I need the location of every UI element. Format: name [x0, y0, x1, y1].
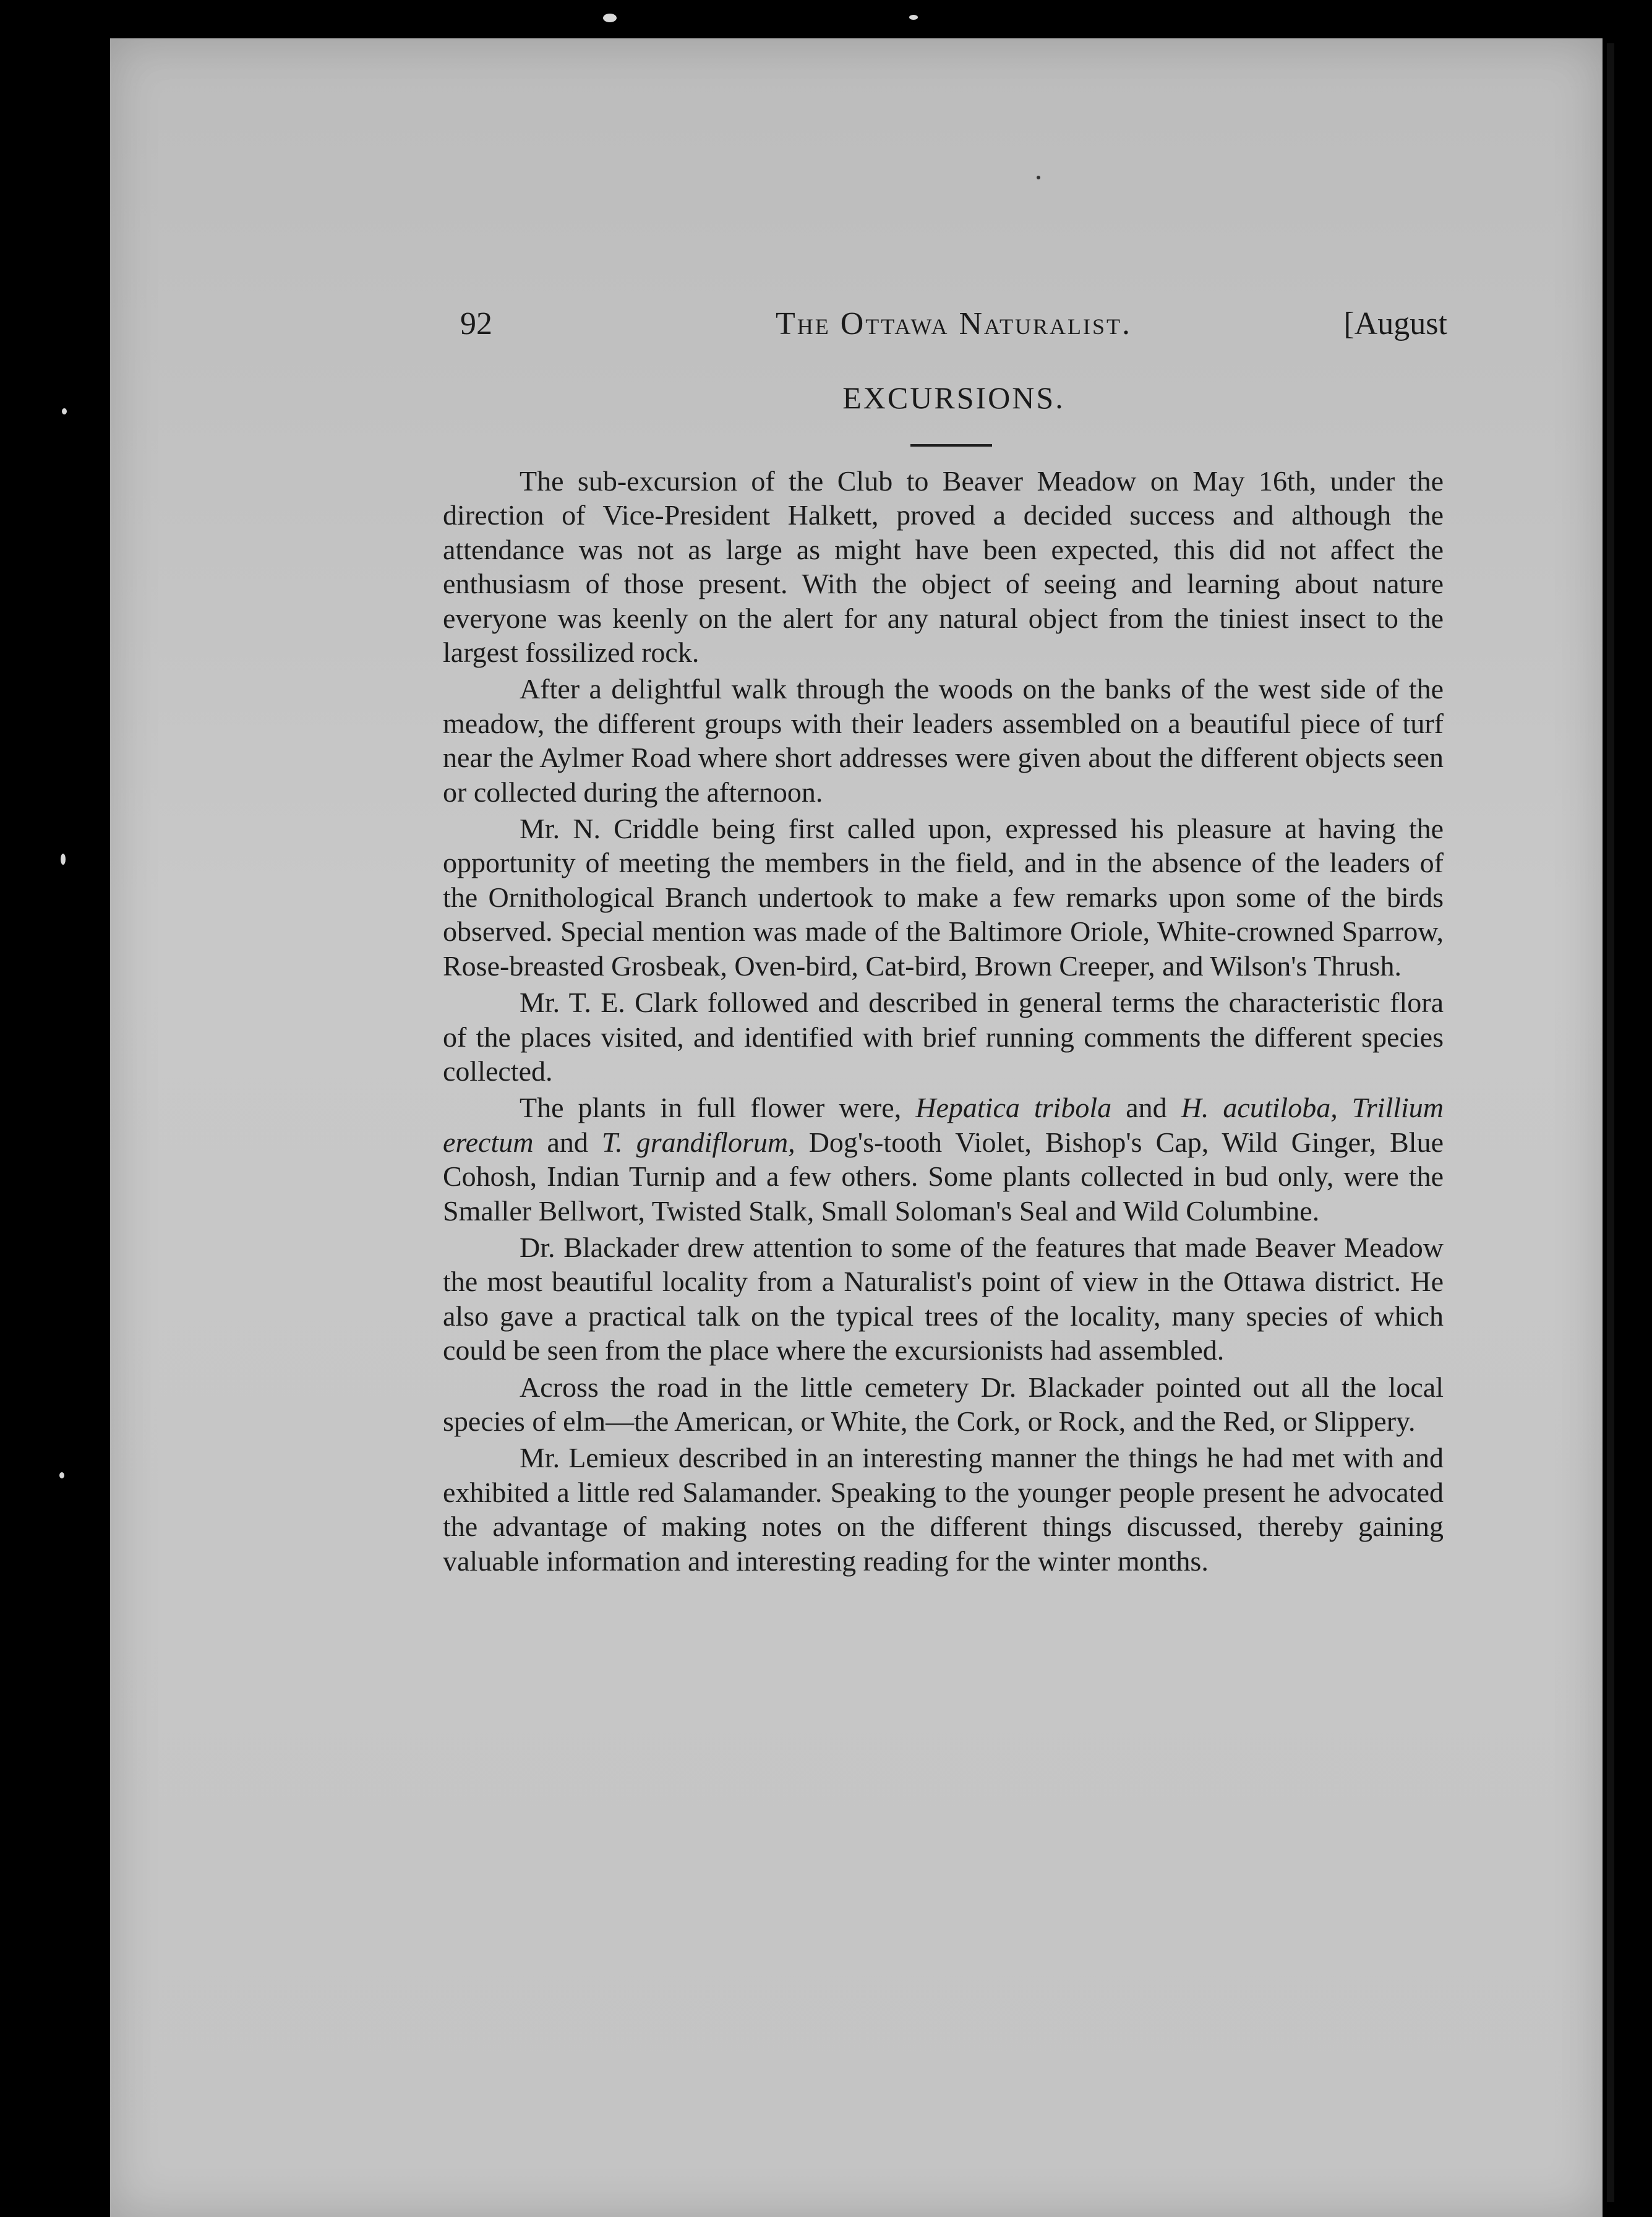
paragraph	[443, 812, 1444, 983]
paragraph-text: Mr. Lemieux described in an interesting manner the things he had met with and exhibited a little red Salamander. Speaking to the younger people present he advocated the advantage of making notes on the different things discussed, thereby gaining valuable information and interesting reading for the winter months.	[443, 1442, 1444, 1577]
paragraph	[443, 1091, 1444, 1228]
running-head	[460, 306, 1447, 349]
scan-edge-line	[1607, 43, 1614, 2202]
paragraph	[443, 985, 1444, 1088]
paragraph	[443, 1370, 1444, 1439]
paragraph	[443, 672, 1444, 809]
scan-speck	[59, 1472, 64, 1478]
paragraph-text: Dr. Blackader drew attention to some of the features that made Beaver Meadow the most beautiful locality from a Naturalist's point of view in the Ottawa district. He also gave a practical talk on the typical trees of the locality, many species of which could be seen from the place where the excursionists had assembled.	[443, 1231, 1444, 1366]
paragraph-text: After a delightful walk through the woods on the banks of the west side of the meadow, the different groups with their leaders assembled on a beautiful piece of turf near the Aylmer Road where short addresses were given about the different objects seen or collected during the afternoon.	[443, 673, 1444, 808]
section-heading: EXCURSIONS.	[842, 380, 1065, 415]
paragraph-text: Mr. N. Criddle being first called upon, expressed his pleasure at having the opportunity of meeting the members in the field, and in the absence of the leaders of the Ornithological Branch undertook to make a few remarks upon some of the birds observed. Special mention was made of the Baltimore Oriole, White-crowned Sparrow, Rose-breasted Grosbeak, Oven-bird, Cat-bird, Brown Creeper, and Wilson's Thrush.	[443, 813, 1444, 982]
paragraph-text: The sub-excursion of the Club to Beaver Meadow on May 16th, under the direction of Vice-President Halkett, proved a decided success and although the attendance was not as large as might have been expected, this did not affect the enthusiasm of those present. With the object of seeing and learning about nature everyone was keenly on the alert for any natural object from the tiniest insect to the largest fossilized rock.	[443, 465, 1444, 669]
species-name: Hepatica tribola	[915, 1092, 1112, 1124]
species-name: H. acutiloba, Trillium erectum	[443, 1092, 1444, 1158]
scan-speck	[61, 854, 66, 865]
scan-speck	[62, 408, 67, 414]
paragraph	[443, 1441, 1444, 1578]
heading-rule	[910, 444, 992, 447]
article-body	[443, 464, 1444, 1580]
issue-month: [August	[1343, 306, 1447, 341]
species-name: T. grandiflorum,	[602, 1126, 795, 1158]
paragraph-text: Across the road in the little cemetery Dr. Blackader pointed out all the local species of elm—the American, or White, the Cork, or Rock, and the Red, or Slippery.	[443, 1371, 1444, 1437]
journal-title: The Ottawa Naturalist.	[775, 306, 1132, 341]
paragraph-text: Dog's-tooth Violet, Bishop's Cap, Wild Ginger, Blue Cohosh, Indian Turnip and a few others. Some plants collected in bud only, were the Smaller Bellwort, Twisted Stalk, Small Soloman's Seal and Wild Columbine.	[443, 1126, 1444, 1227]
paragraph-text: and	[533, 1126, 602, 1158]
paragraph	[443, 464, 1444, 669]
scan-speck	[603, 14, 617, 22]
scan-speck	[909, 15, 918, 20]
page-number: 92	[460, 306, 492, 341]
paragraph-text: and	[1111, 1092, 1181, 1124]
paragraph-text: The plants in full flower were,	[520, 1092, 916, 1124]
paragraph	[443, 1230, 1444, 1368]
page-speck	[1037, 176, 1040, 179]
paragraph-text: Mr. T. E. Clark followed and described in general terms the characteristic flora of the places visited, and identified with brief running comments the different species collected.	[443, 987, 1444, 1087]
